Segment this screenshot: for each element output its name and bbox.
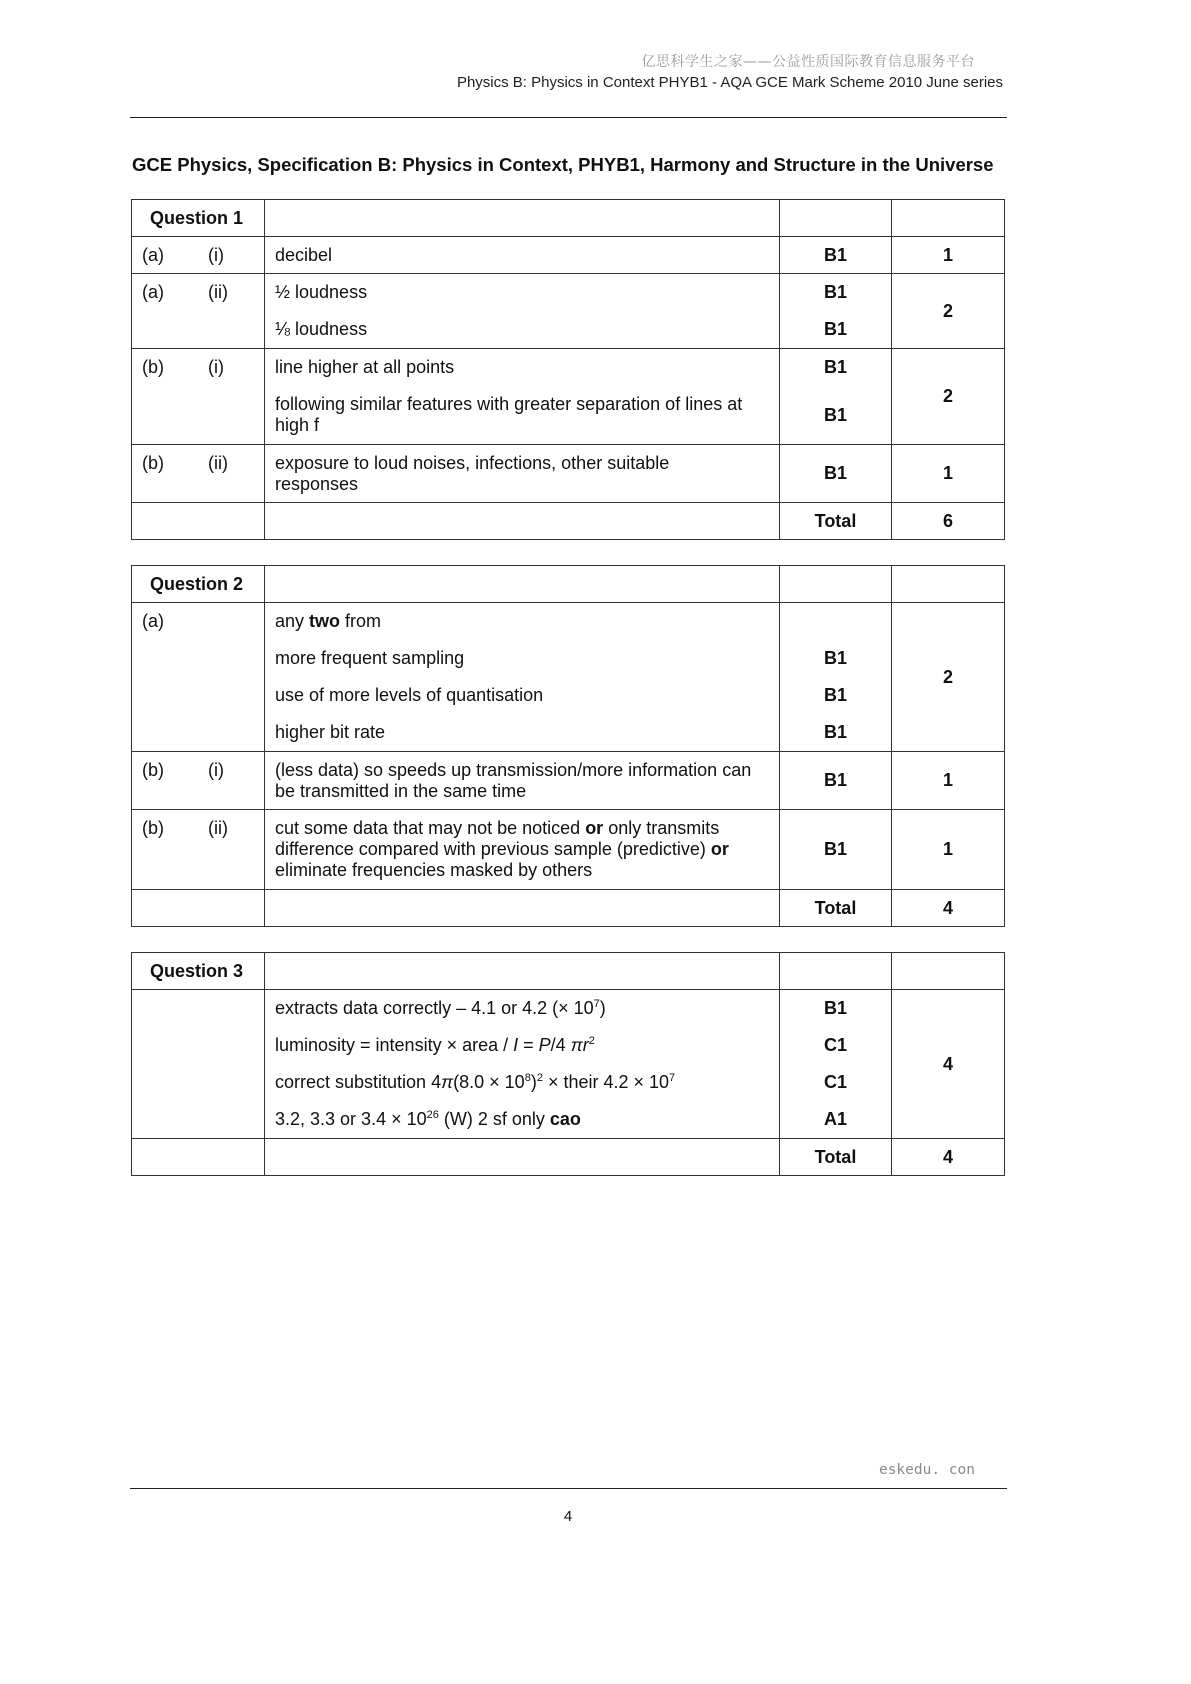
answer-text: extracts data correctly – 4.1 or 4.2 (× $10^7$) (275, 998, 606, 1018)
question-3-table (131, 952, 1005, 1176)
running-header: Physics B: Physics in Context PHYB1 - AQA GCE Mark Scheme 2010 June series (456, 74, 1003, 91)
mark-code: C1 (823, 1072, 847, 1092)
table-header-row (132, 200, 1005, 237)
table-row (132, 237, 1005, 274)
mark-code: C1 (823, 1035, 847, 1055)
footer-divider (130, 1488, 1007, 1489)
answer-text: difference compared with previous sample (predictive) or (275, 839, 729, 859)
mark-code: B1 (823, 722, 847, 742)
answer-text: following similar features with greater separation of lines at (275, 394, 743, 414)
answer-text: responses (275, 474, 359, 494)
total-row (132, 890, 1005, 927)
table-header-row (132, 953, 1005, 990)
subpart-label: (i) (208, 245, 224, 265)
header-watermark: 亿思科学生之家——公益性质国际教育信息服务平台 (641, 54, 975, 70)
table-row (132, 349, 1005, 445)
table-row (132, 752, 1005, 810)
table-header-row (132, 566, 1005, 603)
answer-text: eliminate frequencies masked by others (275, 860, 593, 880)
question-heading: Question 2 (132, 566, 265, 603)
page-title: GCE Physics, Specification B: Physics in Context, PHYB1, Harmony and Structure in the Universe (132, 154, 994, 175)
mark-code: B1 (823, 998, 847, 1018)
total-value: 4 (892, 1139, 1005, 1176)
total-row (132, 503, 1005, 540)
total-value: 4 (892, 890, 1005, 927)
footer-site-mark: eskedu. con (878, 1462, 975, 1478)
table-row (132, 274, 1005, 349)
table-row (132, 990, 1005, 1139)
part-label: (b) (142, 453, 164, 473)
answer-text: luminosity = intensity × area / I = P/4 $\pi r^2$ (275, 1035, 595, 1055)
mark-code: B1 (823, 245, 847, 265)
marks-value: 4 (892, 990, 1005, 1139)
mark-code: B1 (780, 810, 892, 890)
total-label: Total (780, 890, 892, 927)
question-heading: Question 3 (132, 953, 265, 990)
total-label: Total (780, 1139, 892, 1176)
answer-text: high f (275, 415, 320, 435)
part-label: (a) (142, 245, 164, 265)
question-1-table (131, 199, 1005, 540)
answer-text: be transmitted in the same time (275, 781, 527, 801)
answer-text: any two from (275, 611, 382, 631)
answer-text: 3.2, 3.3 or $3.4 \times 10^{26}$ (W) 2 sf only cao (275, 1109, 581, 1129)
marks-value: 1 (892, 752, 1005, 810)
mark-code: B1 (780, 752, 892, 810)
answer-text: ½ loudness (275, 282, 368, 302)
mark-code: A1 (823, 1109, 847, 1129)
table-row (132, 810, 1005, 890)
mark-code: B1 (823, 319, 847, 339)
answer-text: decibel (275, 245, 333, 265)
marks-value: 1 (892, 810, 1005, 890)
marks-value: 1 (892, 445, 1005, 503)
mark-code: B1 (823, 685, 847, 705)
mark-code: B1 (823, 648, 847, 668)
part-label: (b) (142, 818, 164, 838)
question-heading: Question 1 (132, 200, 265, 237)
part-label: (a) (142, 282, 164, 302)
part-label: (a) (142, 611, 164, 631)
mark-code: B1 (823, 282, 847, 302)
question-2-table (131, 565, 1005, 927)
answer-text: use of more levels of quantisation (275, 685, 544, 705)
part-label: (b) (142, 760, 164, 780)
answer-text: ⅛ loudness (275, 319, 368, 339)
answer-text: (less data) so speeds up transmission/more information can (275, 760, 752, 780)
mark-code: B1 (823, 405, 847, 425)
total-label: Total (780, 503, 892, 540)
total-row (132, 1139, 1005, 1176)
answer-text: more frequent sampling (275, 648, 465, 668)
subpart-label: (i) (208, 760, 224, 780)
marks-value: 1 (892, 237, 1005, 274)
answer-text: cut some data that may not be noticed or only transmits (275, 818, 720, 838)
subpart-label: (ii) (208, 453, 228, 473)
total-value: 6 (892, 503, 1005, 540)
marks-value: 2 (892, 603, 1005, 752)
answer-text: higher bit rate (275, 722, 386, 742)
mark-code: B1 (823, 357, 847, 377)
subpart-label: (ii) (208, 818, 228, 838)
header-divider (130, 117, 1007, 118)
answer-text: line higher at all points (275, 357, 455, 377)
table-row (132, 603, 1005, 752)
mark-code: B1 (780, 445, 892, 503)
marks-value: 2 (892, 349, 1005, 445)
part-label: (b) (142, 357, 164, 377)
subpart-label: (i) (208, 357, 224, 377)
table-row (132, 445, 1005, 503)
answer-text: correct substitution $4\pi(8.0 \times 10^8)^2$ × their $4.2 \times 10^7$ (275, 1072, 676, 1092)
answer-text: exposure to loud noises, infections, other suitable (275, 453, 670, 473)
subpart-label: (ii) (208, 282, 228, 302)
marks-value: 2 (892, 274, 1005, 349)
page-number: 4 (563, 1508, 573, 1525)
